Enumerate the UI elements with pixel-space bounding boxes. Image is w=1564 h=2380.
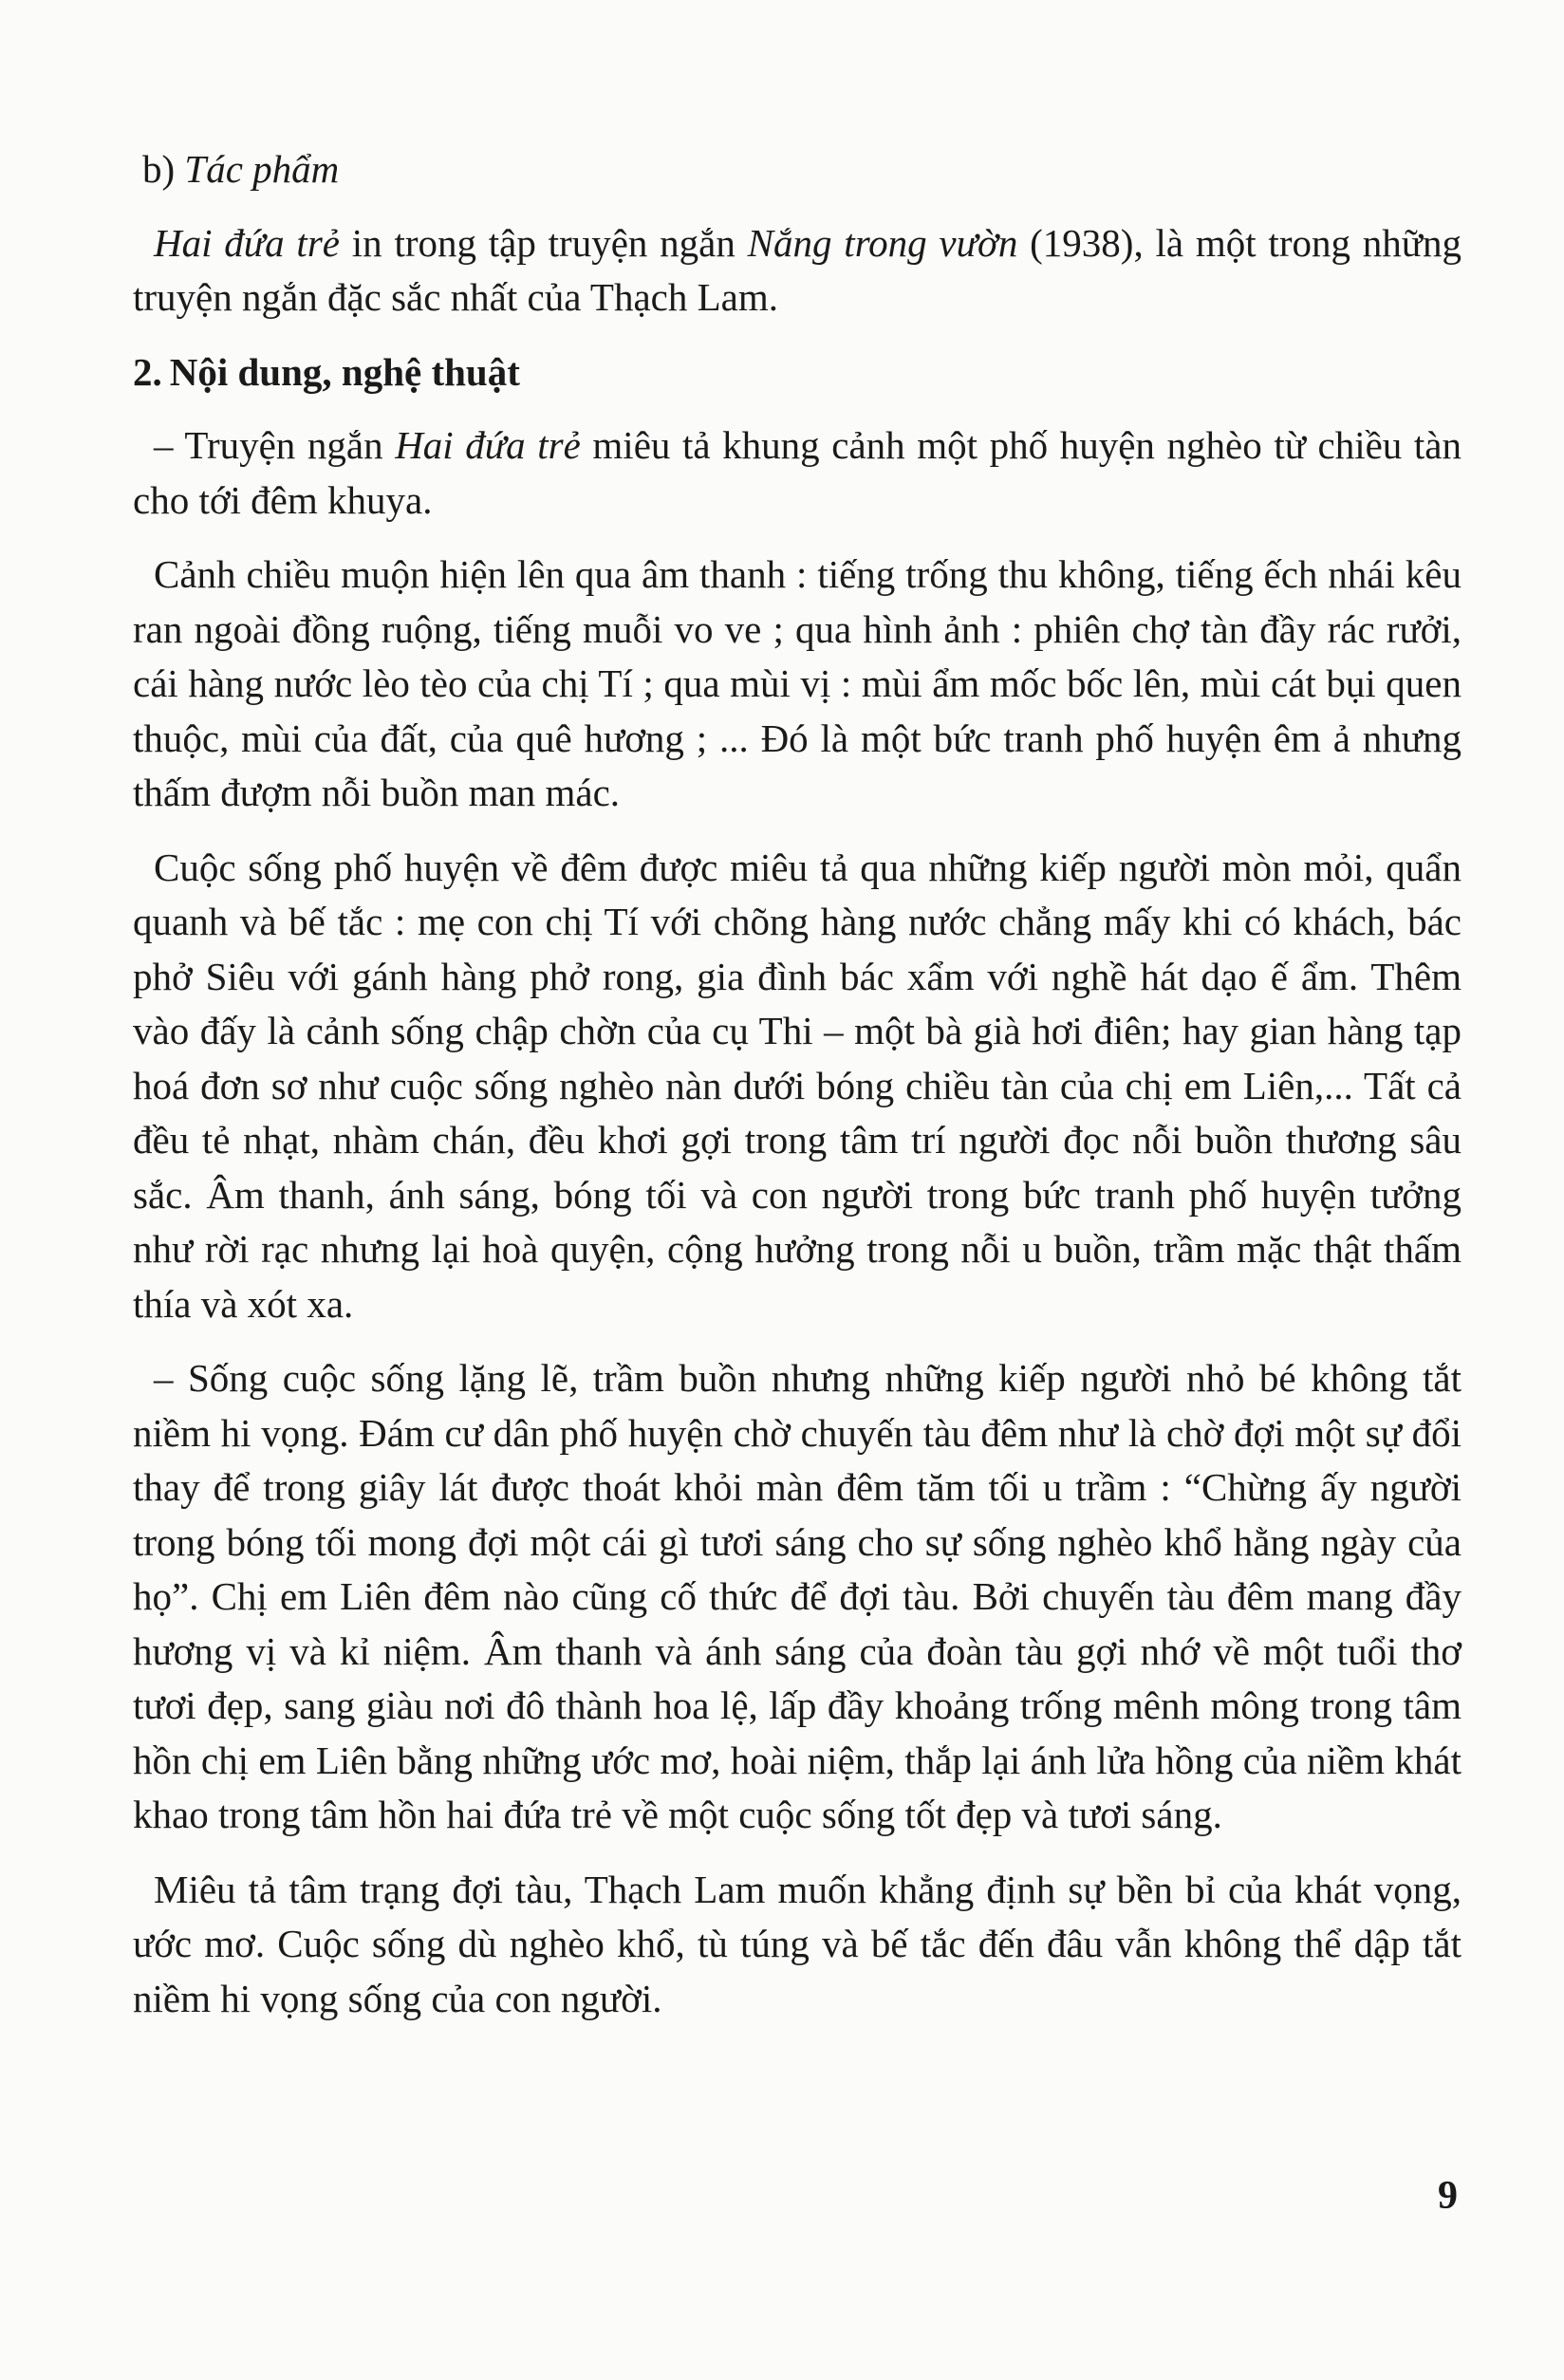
section-2-title: Nội dung, nghệ thuật [169,349,520,394]
paragraph-5: Miêu tả tâm trạng đợi tàu, Thạch Lam muốn khẳng định sự bền bỉ của khát vọng, ước mơ. Cuộc sống dù nghèo khổ, tù túng và bế tắc đến đâu vẫn không thể dập tắt niềm hi vọng sống của con người. [133,1867,1462,2020]
section-2-number: 2. [133,349,162,394]
page-content [133,142,1462,2046]
work-text-2: (1938), là một trong những truyện ngắn đặc sắc nhất của Thạch Lam. [133,220,1462,319]
paragraph-4: – Sống cuộc sống lặng lẽ, trầm buồn nhưng những kiếp người nhỏ bé không tắt niềm hi vọng. Đám cư dân phố huyện chờ chuyến tàu đêm như là chờ đợi một sự đổi thay để trong giây lát được thoát khỏi màn đêm tăm tối u trầm : “Chừng ấy người trong bóng tối mong đợi một cái gì tươi sáng cho sự sống nghèo khổ hằng ngày của họ”. Chị em Liên đêm nào cũng cố thức để đợi tàu. Bởi chuyến tàu đêm mang đầy hương vị và kỉ niệm. Âm thanh và ánh sáng của đoàn tàu gợi nhớ về một tuổi thơ tươi đẹp, sang giàu nơi đô thành hoa lệ, lấp đầy khoảng trống mênh mông trong tâm hồn chị em Liên bằng những ước mơ, hoài niệm, thắp lại ánh lửa hồng của niềm khát khao trong tâm hồn hai đứa trẻ về một cuộc sống tốt đẹp và tươi sáng. [133,1356,1462,1836]
paragraph-2: Cảnh chiều muộn hiện lên qua âm thanh : tiếng trống thu không, tiếng ếch nhái kêu ran ngoài đồng ruộng, tiếng muỗi vo ve ; qua hình ảnh : phiên chợ tàn đầy rác rưởi, cái hàng nước lèo tèo của chị Tí ; qua mùi vị : mùi ẩm mốc bốc lên, mùi cát bụi quen thuộc, mùi của đất, của quê hương ; ... Đó là một bức tranh phố huyện êm ả nhưng thấm đượm nỗi buồn man mác. [133,552,1462,814]
page-number: 9 [1438,2174,1458,2218]
section-b-title: Tác phẩm [184,147,340,191]
work-title-2: Nắng trong vườn [747,220,1018,265]
section-b-label: b) [142,147,176,191]
paragraph-3: Cuộc sống phố huyện về đêm được miêu tả qua những kiếp người mòn mỏi, quẩn quanh và bế tắc : mẹ con chị Tí với chõng hàng nước chẳng mấy khi có khách, bác phở Siêu với gánh hàng phở rong, gia đình bác xẩm với nghề hát dạo ế ẩm. Thêm vào đấy là cảnh sống chập chờn của cụ Thi – một bà già hơi điên; hay gian hàng tạp hoá đơn sơ như cuộc sống nghèo nàn dưới bóng chiều tàn của chị em Liên,... Tất cả đều tẻ nhạt, nhàm chán, đều khơi gợi trong tâm trí người đọc nỗi buồn thương sâu sắc. Âm thanh, ánh sáng, bóng tối và con người trong bức tranh phố huyện tưởng như rời rạc nhưng lại hoà quyện, cộng hưởng trong nỗi u buồn, trầm mặc thật thấm thía và xót xa. [133,845,1462,1326]
paragraph-1 [133,418,1462,528]
p1-rest: miêu tả khung cảnh một phố huyện nghèo từ chiều tàn cho tới đêm khuya. [133,423,1462,522]
work-title-1: Hai đứa trẻ [154,220,340,265]
section-b-heading [142,142,1462,197]
p1-title: Hai đứa trẻ [395,423,581,467]
p1-lead: – Truyện ngắn [154,423,396,467]
paragraph-work [133,216,1462,325]
section-2-heading [133,345,1462,400]
work-text-1: in trong tập truyện ngắn [339,220,748,265]
